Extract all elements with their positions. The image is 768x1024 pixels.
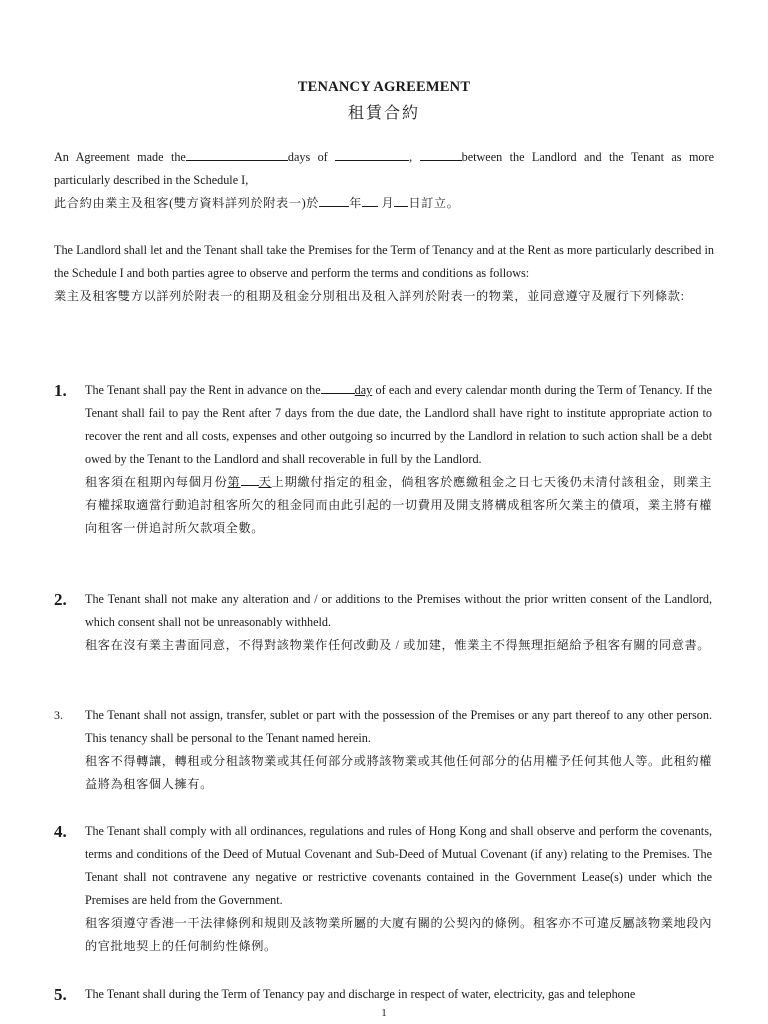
clause-3-zh: 租客不得轉讓，轉租或分租該物業或其任何部分或將該物業或其他任何部分的佔用權予任何其他人等。此租約權益將為租客個人擁有。	[85, 754, 712, 791]
intro-zh-3: 月	[377, 196, 395, 210]
blank-month	[335, 147, 409, 161]
blank-day	[186, 147, 288, 161]
blank-zh-day	[394, 193, 408, 207]
clause-1-zh-d: 上期繳付指定的租金，倘租客於應繳租金之日七天後仍未清付該租金，則業主有權採取適當行動追討租客所欠的租金同而由此引起的一切費用及開支將構成租客所欠業主的債項，業主將有權向租客一併追討所欠款項全數。	[85, 475, 712, 535]
clause-number: 4.	[54, 822, 67, 841]
premise-en: The Landlord shall let and the Tenant shall take the Premises for the Term of Tenancy and at the Rent as more particularly described in the Schedule I and both parties agree to observe and perform the terms and conditions as follows:	[54, 243, 714, 280]
blank-zh-month	[362, 193, 378, 207]
premise-paragraph	[54, 239, 714, 308]
clause-text	[85, 820, 712, 958]
clause-4-en: The Tenant shall comply with all ordinances, regulations and rules of Hong Kong and shall observe and perform the covenants, terms and conditions of the Deed of Mutual Covenant and Sub-Deed of Mutual Covenant (if any) relating to the Premises. The Tenant shall not contravene any negative or restrictive covenants contained in the Government Lease(s) under which the Premises are held from the Government.	[85, 824, 712, 907]
blank-rent-day	[321, 380, 355, 394]
intro-paragraph	[54, 146, 714, 215]
intro-zh-4: 日訂立。	[408, 196, 460, 210]
blank-zh-rent-day	[241, 472, 259, 486]
clause-5-en: The Tenant shall during the Term of Tenancy pay and discharge in respect of water, electricity, gas and telephone	[85, 987, 636, 1001]
clause-number: 1.	[54, 381, 67, 400]
clause-number: 5.	[54, 985, 67, 1004]
clause-text	[85, 379, 712, 540]
page-number: 1	[381, 1007, 387, 1019]
clause-1-en-c: of each and every calendar month during the Term of Tenancy. If the Tenant shall fail to pay the Rent after 7 days from the due date, the Landlord shall have right to institute appropriate action to recover the rent and all costs, expenses and other outgoing so incurred by the Landlord in relation to such action shall be a debt owed by the Tenant to the Landlord and shall recoverable in full by the Landlord.	[85, 383, 712, 466]
clause-text	[85, 588, 712, 657]
clause-3-en: The Tenant shall not assign, transfer, sublet or part with the possession of the Premises or any part thereof to any other person. This tenancy shall be personal to the Tenant named herein.	[85, 708, 712, 745]
clause-1-zh-a: 租客須在租期內每個月份	[85, 475, 228, 489]
clause-1-zh-c: 天	[258, 475, 272, 489]
document-subtitle: 租賃合約	[347, 105, 420, 122]
premise-zh: 業主及租客雙方以詳列於附表一的租期及租金分別租出及租入詳列於附表一的物業，並同意遵守及履行下列條款:	[54, 289, 685, 303]
intro-text-4: between the Landlord and the Tenant as more particularly described in the Schedule I,	[54, 150, 714, 187]
blank-zh-year	[319, 193, 349, 207]
clause-1-en-b: day	[354, 383, 373, 397]
clause-1-en-a: The Tenant shall pay the Rent in advance on the	[85, 383, 321, 397]
clause-number: 3.	[54, 708, 63, 722]
clause-2-zh: 租客在沒有業主書面同意，不得對該物業作任何改動及 / 或加建，惟業主不得無理拒絕給予租客有關的同意書。	[85, 638, 711, 652]
blank-year	[420, 147, 462, 161]
clause-text	[85, 704, 712, 796]
clause-1-zh-b: 第	[227, 475, 241, 489]
intro-text-3: ,	[409, 150, 420, 164]
document-title: TENANCY AGREEMENT	[297, 79, 471, 95]
clause-4-zh: 租客須遵守香港一干法律條例和規則及該物業所屬的大廈有關的公契內的條例。租客亦不可違反屬該物業地段內的官批地契上的任何制約性條例。	[85, 916, 712, 953]
clause-number: 2.	[54, 590, 67, 609]
intro-zh-2: 年	[349, 196, 362, 210]
intro-text-1: An Agreement made the	[54, 150, 186, 164]
clause-text	[85, 983, 712, 1006]
intro-text-2: days of	[287, 150, 336, 164]
clause-2-en: The Tenant shall not make any alteration and / or additions to the Premises without the prior written consent of the Landlord, which consent shall not be unreasonably withheld.	[85, 592, 712, 629]
intro-zh-1: 此合約由業主及租客(雙方資料詳列於附表一)於	[54, 196, 320, 210]
